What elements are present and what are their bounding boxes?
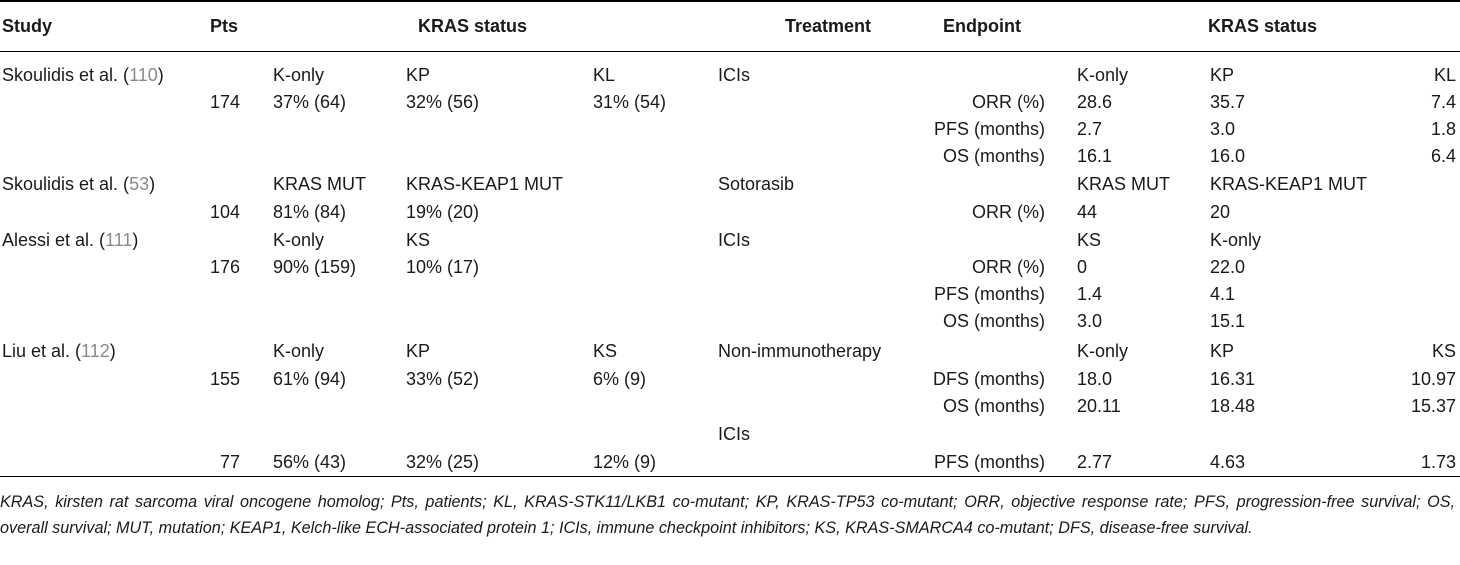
table-cell-s3	[593, 64, 615, 86]
cell-text: ORR (%)	[972, 202, 1045, 222]
cell-text: 16.1	[1077, 146, 1113, 166]
cell-text: OS (months)	[942, 311, 1045, 331]
cell-text: KRAS-KEAP1 MUT	[1210, 174, 1368, 194]
reference-link[interactable]: 53	[129, 174, 150, 194]
cell-text: PFS (months)	[933, 284, 1045, 304]
cell-text: Sotorasib	[718, 174, 795, 194]
cell-text: K-only	[273, 230, 325, 250]
header-treatment: Treatment	[785, 16, 872, 36]
table-cell-pts	[180, 91, 240, 113]
cell-text: 22.0	[1210, 257, 1246, 277]
table-cell-study	[2, 64, 164, 86]
cell-text: OS (months)	[942, 396, 1045, 416]
cell-text: 81% (84)	[273, 202, 347, 222]
cell-text: 4.63	[1210, 452, 1246, 472]
cell-text: K-only	[273, 341, 325, 361]
table-cell-v2	[1210, 451, 1245, 473]
table-cell-endp	[895, 451, 1045, 473]
table-cell-v2	[1210, 368, 1255, 390]
cell-text: 4.1	[1210, 284, 1236, 304]
header-rule	[0, 51, 1460, 52]
cell-text: K-only	[1077, 341, 1129, 361]
cell-text: 16.0	[1210, 146, 1246, 166]
cell-text: 37% (64)	[273, 92, 347, 112]
cell-text: Alessi et al. (	[2, 230, 106, 250]
cell-text: PFS (months)	[933, 452, 1045, 472]
cell-text: 20.11	[1077, 396, 1121, 416]
cell-text: 2.77	[1077, 452, 1113, 472]
table-cell-v3	[1380, 118, 1456, 140]
table-cell-study	[2, 340, 116, 362]
cell-text: 15.1	[1210, 311, 1246, 331]
table-cell-endp	[895, 91, 1045, 113]
cell-text-tail: )	[157, 65, 164, 85]
table-cell-s2	[406, 173, 563, 195]
cell-text: KL	[593, 65, 616, 85]
cell-text: 1.8	[1430, 119, 1456, 139]
cell-text-tail: )	[109, 341, 116, 361]
cell-text: 176	[209, 257, 240, 277]
table-cell-s2	[406, 201, 479, 223]
table-cell-v1	[1077, 283, 1102, 305]
table-cell-s3	[593, 368, 646, 390]
table-cell-study	[2, 229, 138, 251]
table-cell-v2	[1210, 229, 1261, 251]
cell-text: Skoulidis et al. (	[2, 65, 130, 85]
cell-text: Skoulidis et al. (	[2, 174, 130, 194]
header-study: Study	[2, 16, 53, 36]
cell-text: 56% (43)	[273, 452, 347, 472]
cell-text: ORR (%)	[972, 257, 1045, 277]
cell-text: 1.4	[1077, 284, 1103, 304]
cell-text: 19% (20)	[406, 202, 480, 222]
cell-text: KL	[1433, 65, 1456, 85]
header-kras-status: KRAS status	[418, 16, 528, 36]
cell-text: 20	[1210, 202, 1231, 222]
table-cell-s1	[273, 256, 356, 278]
table-cell-v2	[1210, 283, 1235, 305]
cell-text: 6.4	[1430, 146, 1456, 166]
header-pts: Pts	[210, 16, 239, 36]
cell-text: KP	[1210, 65, 1235, 85]
table-cell-endp	[895, 310, 1045, 332]
cell-text: 31% (54)	[593, 92, 667, 112]
table-cell-s2	[406, 451, 479, 473]
table-footnote: KRAS, kirsten rat sarcoma viral oncogene homolog; Pts, patients; KL, KRAS-STK11/LKB1 co-mutant; KP, KRAS-TP53 co-mutant; ORR, objective response rate; PFS, progression-free survival; OS, overall survival; MUT, mutation; KEAP1, Kelch-like ECH-associated protein 1; ICIs, immune checkpoint inhibitors; KS, KRAS-SMARCA4 co-mutant; DFS, disease-free survival.	[0, 493, 1455, 537]
cell-text: 32% (25)	[406, 452, 480, 472]
cell-text: 3.0	[1077, 311, 1103, 331]
table-top-rule	[0, 0, 1460, 2]
table-cell-pts	[180, 201, 240, 223]
reference-link[interactable]: 111	[105, 230, 133, 250]
cell-text: KS	[593, 341, 618, 361]
cell-text: ICIs	[718, 65, 751, 85]
cell-text: KP	[1210, 341, 1235, 361]
table-cell-s1	[273, 201, 346, 223]
table-cell-endp	[895, 256, 1045, 278]
table-cell-v3	[1380, 91, 1456, 113]
cell-text: 12% (9)	[593, 452, 657, 472]
table-cell-v1	[1077, 451, 1112, 473]
cell-text: ORR (%)	[972, 92, 1045, 112]
table-cell-endp	[895, 201, 1045, 223]
cell-text: KS	[1077, 230, 1102, 250]
table-cell-v1	[1077, 173, 1170, 195]
table-cell-v3	[1380, 64, 1456, 86]
cell-text: KRAS-KEAP1 MUT	[406, 174, 564, 194]
table-cell-v3	[1380, 145, 1456, 167]
cell-text: ICIs	[718, 424, 751, 444]
table-cell-treat	[718, 340, 881, 362]
cell-text: 61% (94)	[273, 369, 347, 389]
cell-text: 90% (159)	[273, 257, 357, 277]
cell-text: 77	[219, 452, 240, 472]
cell-text: KRAS MUT	[273, 174, 367, 194]
table-cell-v1	[1077, 145, 1112, 167]
table-cell-v1	[1077, 256, 1087, 278]
table-cell-s1	[273, 451, 346, 473]
cell-text: 32% (56)	[406, 92, 480, 112]
cell-text: Non-immunotherapy	[718, 341, 882, 361]
table-cell-treat	[718, 64, 750, 86]
table-cell-endp	[895, 368, 1045, 390]
table-cell-s2	[406, 229, 430, 251]
table-cell-v1	[1077, 229, 1101, 251]
table-cell-v1	[1077, 64, 1128, 86]
table-cell-v1	[1077, 91, 1112, 113]
table-cell-s1	[273, 229, 324, 251]
table-cell-s3	[593, 91, 666, 113]
cell-text: 18.0	[1077, 369, 1113, 389]
table-cell-s1	[273, 173, 366, 195]
table-cell-v1	[1077, 310, 1102, 332]
table-cell-s1	[273, 368, 346, 390]
cell-text: 33% (52)	[406, 369, 480, 389]
table-cell-treat	[718, 229, 750, 251]
cell-text: K-only	[1210, 230, 1262, 250]
table-cell-s2	[406, 256, 479, 278]
table-cell-pts	[180, 368, 240, 390]
cell-text: KRAS MUT	[1077, 174, 1171, 194]
table-cell-v2	[1210, 256, 1245, 278]
cell-text: 18.48	[1210, 396, 1256, 416]
table-cell-v1	[1077, 395, 1121, 417]
table-cell-v3	[1380, 340, 1456, 362]
table-cell-v2	[1210, 64, 1234, 86]
table-cell-endp	[895, 118, 1045, 140]
cell-text: PFS (months)	[933, 119, 1045, 139]
table-cell-v2	[1210, 201, 1230, 223]
table-cell-v3	[1380, 451, 1456, 473]
table-cell-s1	[273, 91, 346, 113]
cell-text: 35.7	[1210, 92, 1246, 112]
table-cell-pts	[180, 451, 240, 473]
cell-text: DFS (months)	[932, 369, 1045, 389]
table-cell-s1	[273, 340, 324, 362]
cell-text: KP	[406, 341, 431, 361]
table-cell-s2	[406, 64, 430, 86]
cell-text: 15.37	[1410, 396, 1456, 416]
table-cell-s2	[406, 91, 479, 113]
cell-text: KS	[1431, 341, 1456, 361]
cell-text: 10.97	[1410, 369, 1456, 389]
cell-text: OS (months)	[942, 146, 1045, 166]
cell-text: KS	[406, 230, 431, 250]
cell-text: 0	[1077, 257, 1088, 277]
table-cell-treat	[718, 173, 794, 195]
table-cell-s1	[273, 64, 324, 86]
header-endpoint: Endpoint	[943, 16, 1021, 36]
table-cell-s3	[593, 451, 656, 473]
table-cell-s2	[406, 340, 430, 362]
table-bottom-rule	[0, 476, 1460, 477]
cell-text-tail: )	[149, 174, 156, 194]
table-cell-v2	[1210, 173, 1367, 195]
table-cell-v2	[1210, 395, 1255, 417]
table-cell-v1	[1077, 118, 1102, 140]
cell-text: 174	[209, 92, 240, 112]
cell-text-tail: )	[132, 230, 139, 250]
table-cell-endp	[895, 145, 1045, 167]
cell-text: 7.4	[1430, 92, 1456, 112]
header-kras-status-results: KRAS status	[1208, 16, 1318, 36]
cell-text: Liu et al. (	[2, 341, 82, 361]
table-cell-s2	[406, 368, 479, 390]
cell-text: 28.6	[1077, 92, 1113, 112]
table-cell-endp	[895, 283, 1045, 305]
table-cell-treat	[718, 423, 750, 445]
reference-link[interactable]: 110	[129, 65, 158, 85]
reference-link[interactable]: 112	[81, 341, 110, 361]
table-cell-v3	[1380, 395, 1456, 417]
table-cell-v1	[1077, 368, 1112, 390]
table-cell-v2	[1210, 118, 1235, 140]
cell-text: KP	[406, 65, 431, 85]
cell-text: K-only	[1077, 65, 1129, 85]
cell-text: 155	[209, 369, 240, 389]
table-cell-s3	[593, 340, 617, 362]
cell-text: 44	[1077, 202, 1098, 222]
table-cell-v2	[1210, 310, 1245, 332]
cell-text: 6% (9)	[593, 369, 647, 389]
table-cell-endp	[895, 395, 1045, 417]
cell-text: 3.0	[1210, 119, 1236, 139]
table-cell-study	[2, 173, 155, 195]
table-cell-v2	[1210, 145, 1245, 167]
table-cell-v3	[1380, 368, 1456, 390]
table-cell-v1	[1077, 340, 1128, 362]
table-cell-v1	[1077, 201, 1097, 223]
cell-text: 10% (17)	[406, 257, 480, 277]
cell-text: 104	[209, 202, 240, 222]
cell-text: ICIs	[718, 230, 751, 250]
table-cell-v2	[1210, 91, 1245, 113]
cell-text: 2.7	[1077, 119, 1103, 139]
table-cell-v2	[1210, 340, 1234, 362]
table-cell-pts	[180, 256, 240, 278]
cell-text: 16.31	[1210, 369, 1256, 389]
cell-text: 1.73	[1420, 452, 1456, 472]
cell-text: K-only	[273, 65, 325, 85]
